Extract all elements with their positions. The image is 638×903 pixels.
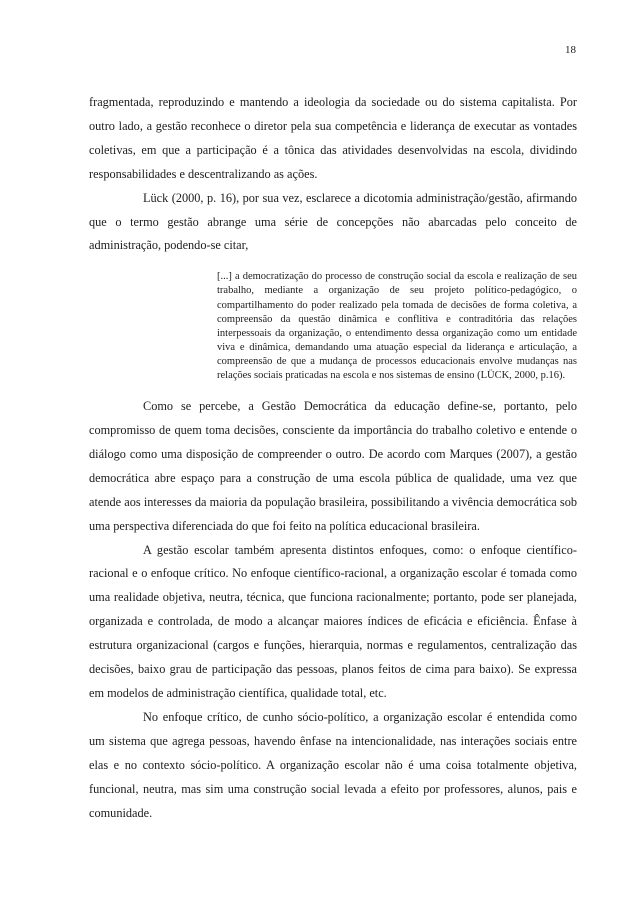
page-number: 18	[565, 44, 576, 56]
body-text	[89, 91, 577, 825]
paragraph-2: Lück (2000, p. 16), por sua vez, esclarece a dicotomia administração/gestão, afirmando que o termo gestão abrange uma série de concepções não abarcadas pelo conceito de administração, podendo-se citar,	[89, 190, 577, 253]
paragraph-3: Como se percebe, a Gestão Democrática da educação define-se, portanto, pelo compromisso de quem toma decisões, consciente da importância do trabalho coletivo e entende o diálogo como uma disposição de compreender o outro. De acordo com Marques (2007), a gestão democrática abre espaço para a construção de uma escola pública de qualidade, uma vez que atende aos interesses da maioria da população brasileira, possibilitando a vivência democrática sob uma perspectiva diferenciada do que foi feito na política educacional brasileira.	[89, 399, 577, 533]
block-quote: [...] a democratização do processo de construção social da escola e realização de seu trabalho, mediante a organização de seu projeto político-pedagógico, o compartilhamento do poder realizado pela tomada de decisões de forma coletiva, a compreensão da questão dinâmica e conflitiva e contraditória das relações interpessoais da organização, o entendimento dessa organização como um entidade viva e dinâmica, demandando uma atuação especial da liderança e articulação, a compreensão de que a mudança de processos educacionais envolve mudanças nas relações sociais praticadas na escola e nos sistemas de ensino (LÜCK, 2000, p.16).	[217, 271, 577, 381]
paragraph-4: A gestão escolar também apresenta distintos enfoques, como: o enfoque científico-racional e o enfoque crítico. No enfoque científico-racional, a organização escolar é tomada como uma realidade objetiva, neutra, técnica, que funciona racionalmente; portanto, pode ser planejada, organizada e controlada, de modo a alcançar maiores índices de eficácia e eficiência. Ênfase à estrutura organizacional (cargos e funções, hierarquia, normas e regulamentos, centralização das decisões, baixo grau de participação das pessoas, planos feitos de cima para baixo). Se expressa em modelos de administração científica, qualidade total, etc.	[89, 542, 577, 700]
paragraph-5: No enfoque crítico, de cunho sócio-político, a organização escolar é entendida como um sistema que agrega pessoas, havendo ênfase na intencionalidade, nas interações sociais entre elas e no contexto sócio-político. A organização escolar não é uma coisa totalmente objetiva, funcional, neutra, mas sim uma construção social levada a efeito por professores, alunos, pais e comunidade.	[89, 709, 577, 820]
paragraph-1: fragmentada, reproduzindo e mantendo a ideologia da sociedade ou do sistema capitalista. Por outro lado, a gestão reconhece o diretor pela sua competência e liderança de executar as vontades coletivas, em que a participação é a tônica das atividades desenvolvidas na escola, dividindo responsabilidades e descentralizando as ações.	[89, 95, 577, 181]
